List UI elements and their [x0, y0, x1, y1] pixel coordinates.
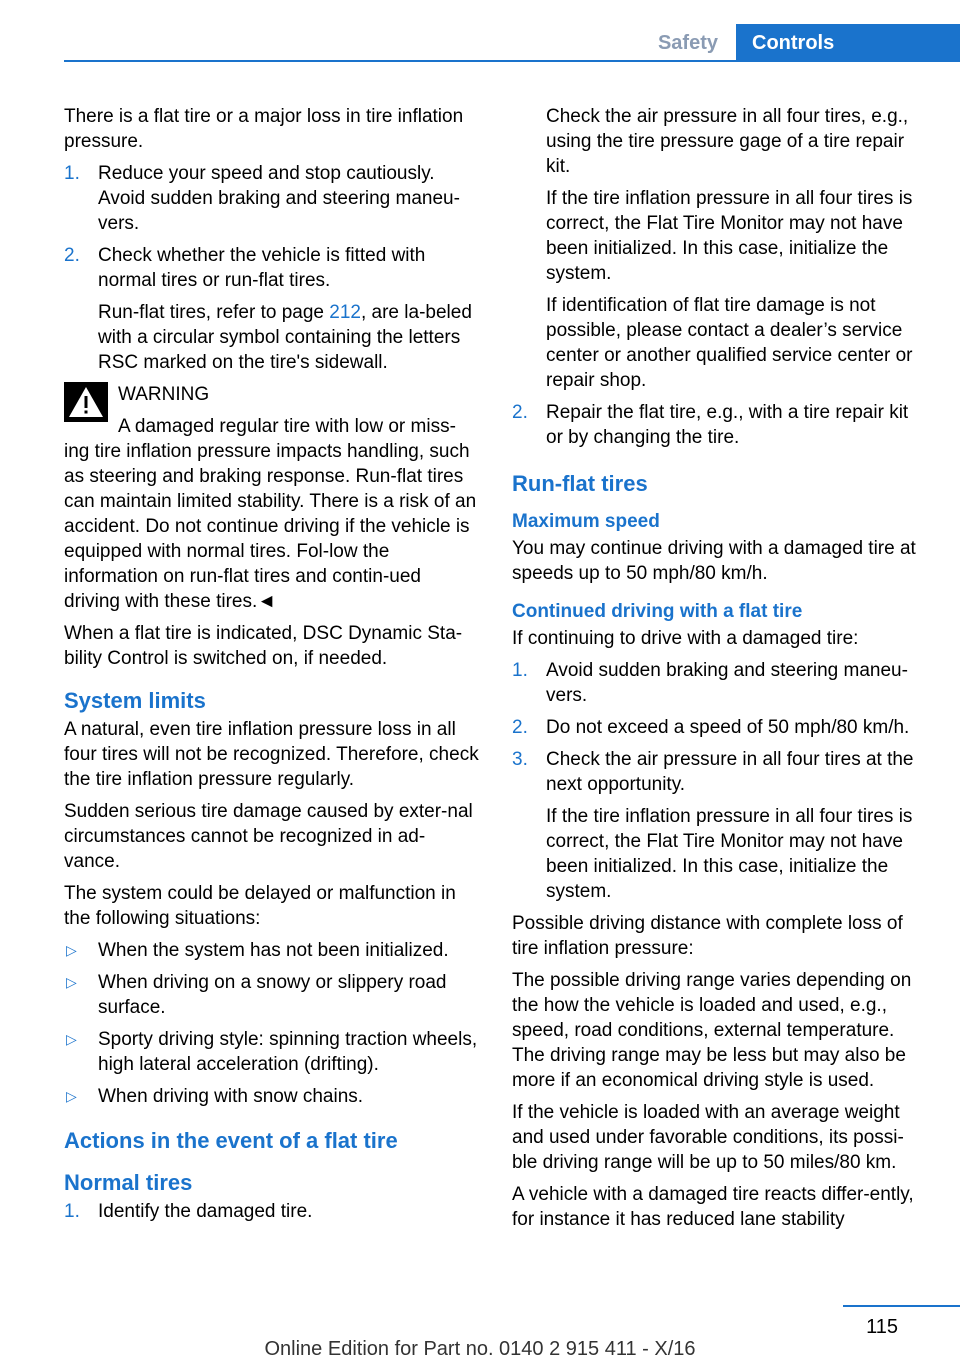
warning-icon	[64, 382, 108, 422]
list-item	[512, 747, 928, 904]
tab-controls[interactable]	[736, 24, 960, 62]
paragraph: The possible driving range varies depending on the how the vehicle is loaded and used, e.g., speed, road conditions, external temperature. The driving range may be less but may also be more if an economical driving style is used.	[512, 970, 912, 1091]
step-note-text: Run-flat tires, refer to page	[98, 302, 330, 323]
bullet-item	[64, 1027, 480, 1077]
heading-maximum-speed: Maximum speed	[512, 511, 660, 532]
list-item	[512, 715, 928, 740]
paragraph: When a flat tire is indicated, DSC Dynamic Sta-bility Control is switched on, if needed.	[64, 623, 463, 669]
step-number: 1.	[64, 163, 80, 184]
paragraph: You may continue driving with a damaged tire at speeds up to 50 mph/80 km/h.	[512, 538, 916, 584]
step-text: Reduce your speed and stop cautiously. Avoid sudden braking and steering maneu-vers.	[98, 163, 460, 234]
step-number: 1.	[512, 660, 528, 681]
step-number: 2.	[512, 717, 528, 738]
bullet-text: When driving with snow chains.	[98, 1086, 364, 1107]
page-link[interactable]: 212	[329, 302, 361, 323]
step-text: If the tire inflation pressure in all four tires is correct, the Flat Tire Monitor may not have been initialized. In this case, initialize the system.	[546, 188, 913, 284]
step-text: Avoid sudden braking and steering maneu-vers.	[546, 660, 908, 706]
header-rule	[64, 60, 960, 62]
step-note	[98, 300, 480, 375]
step-text: Check the air pressure in all four tires, e.g., using the tire pressure gage of a tire repair kit.	[546, 106, 909, 177]
heading-actions-flat-tire: Actions in the event of a flat tire	[64, 1128, 398, 1153]
list-item	[512, 400, 928, 450]
warning-box	[64, 382, 480, 614]
step-number: 1.	[64, 1201, 80, 1222]
list-item	[64, 243, 480, 375]
step-text: Repair the flat tire, e.g., with a tire repair kit or by changing the tire.	[546, 402, 909, 448]
bullet-item	[64, 1084, 480, 1109]
bullet-icon: ▷	[66, 1088, 77, 1104]
bullet-text: Sporty driving style: spinning traction wheels, high lateral acceleration (drifting).	[98, 1029, 478, 1075]
edition-footer: Online Edition for Part no. 0140 2 915 411 - X/16	[264, 1338, 696, 1360]
paragraph: A natural, even tire inflation pressure loss in all four tires will not be recognized. Therefore, check the tire inflation pressure regularly.	[64, 719, 479, 790]
warning-text: A damaged regular tire with low or miss-ing tire inflation pressure impacts handling, such as steering and braking response. Run-flat tires can maintain limited stability. There is a risk of an accident. Do not continue driving if the vehicle is equipped with normal tires. Fol-low the information on run-flat tires and contin-ued driving with these tires.◄	[64, 416, 477, 612]
intro-paragraph: There is a flat tire or a major loss in tire inflation pressure.	[64, 106, 464, 152]
step-number: 2.	[512, 402, 528, 423]
right-column	[512, 104, 928, 1239]
bullet-icon: ▷	[66, 942, 77, 958]
heading-run-flat-tires: Run-flat tires	[512, 471, 648, 496]
step-text: Check the air pressure in all four tires at the next opportunity.	[546, 749, 914, 795]
paragraph: Sudden serious tire damage caused by exter-nal circumstances cannot be recognized in ad-vance.	[64, 801, 473, 872]
step-number: 2.	[64, 245, 80, 266]
list-item	[64, 161, 480, 236]
heading-continued-driving: Continued driving with a flat tire	[512, 601, 803, 622]
tab-controls-label: Controls	[752, 32, 835, 54]
step-note: If the tire inflation pressure in all four tires is correct, the Flat Tire Monitor may not have been initialized. In this case, initialize the system.	[546, 806, 913, 902]
paragraph: If the vehicle is loaded with an average weight and used under favorable conditions, its possi-ble driving range will be up to 50 miles/80 km.	[512, 1102, 904, 1173]
bullet-text: When the system has not been initialized.	[98, 940, 449, 961]
left-column	[64, 104, 480, 1231]
step-text: If identification of flat tire damage is not possible, please contact a dealer’s service center or another qualified service center or repair shop.	[546, 295, 913, 391]
bullet-icon: ▷	[66, 974, 77, 990]
bullet-icon: ▷	[66, 1031, 77, 1047]
step-text: Do not exceed a speed of 50 mph/80 km/h.	[546, 717, 910, 738]
footer-rule	[843, 1305, 960, 1307]
page-number: 115	[866, 1316, 898, 1338]
list-item	[64, 1199, 480, 1224]
list-item	[512, 658, 928, 708]
page-header	[64, 24, 960, 62]
paragraph: The system could be delayed or malfunction in the following situations:	[64, 883, 456, 929]
warning-title: WARNING	[118, 384, 210, 405]
step-text: Check whether the vehicle is fitted with normal tires or run-flat tires.	[98, 245, 426, 291]
heading-normal-tires: Normal tires	[64, 1170, 193, 1195]
paragraph: If continuing to drive with a damaged tire:	[512, 628, 859, 649]
step-number: 3.	[512, 749, 528, 770]
bullet-item	[64, 970, 480, 1020]
paragraph: A vehicle with a damaged tire reacts differ-ently, for instance it has reduced lane stability	[512, 1184, 914, 1230]
step-text: Identify the damaged tire.	[98, 1201, 313, 1222]
bullet-text: When driving on a snowy or slippery road surface.	[98, 972, 447, 1018]
paragraph: Possible driving distance with complete loss of tire inflation pressure:	[512, 913, 903, 959]
bullet-item	[64, 938, 480, 963]
step-note-text: , are la-beled with a circular symbol containing the letters RSC marked on the tire's sidewall.	[98, 302, 472, 373]
tab-safety[interactable]: Safety	[657, 32, 718, 54]
list-item-continued	[512, 104, 928, 393]
heading-system-limits: System limits	[64, 688, 206, 713]
